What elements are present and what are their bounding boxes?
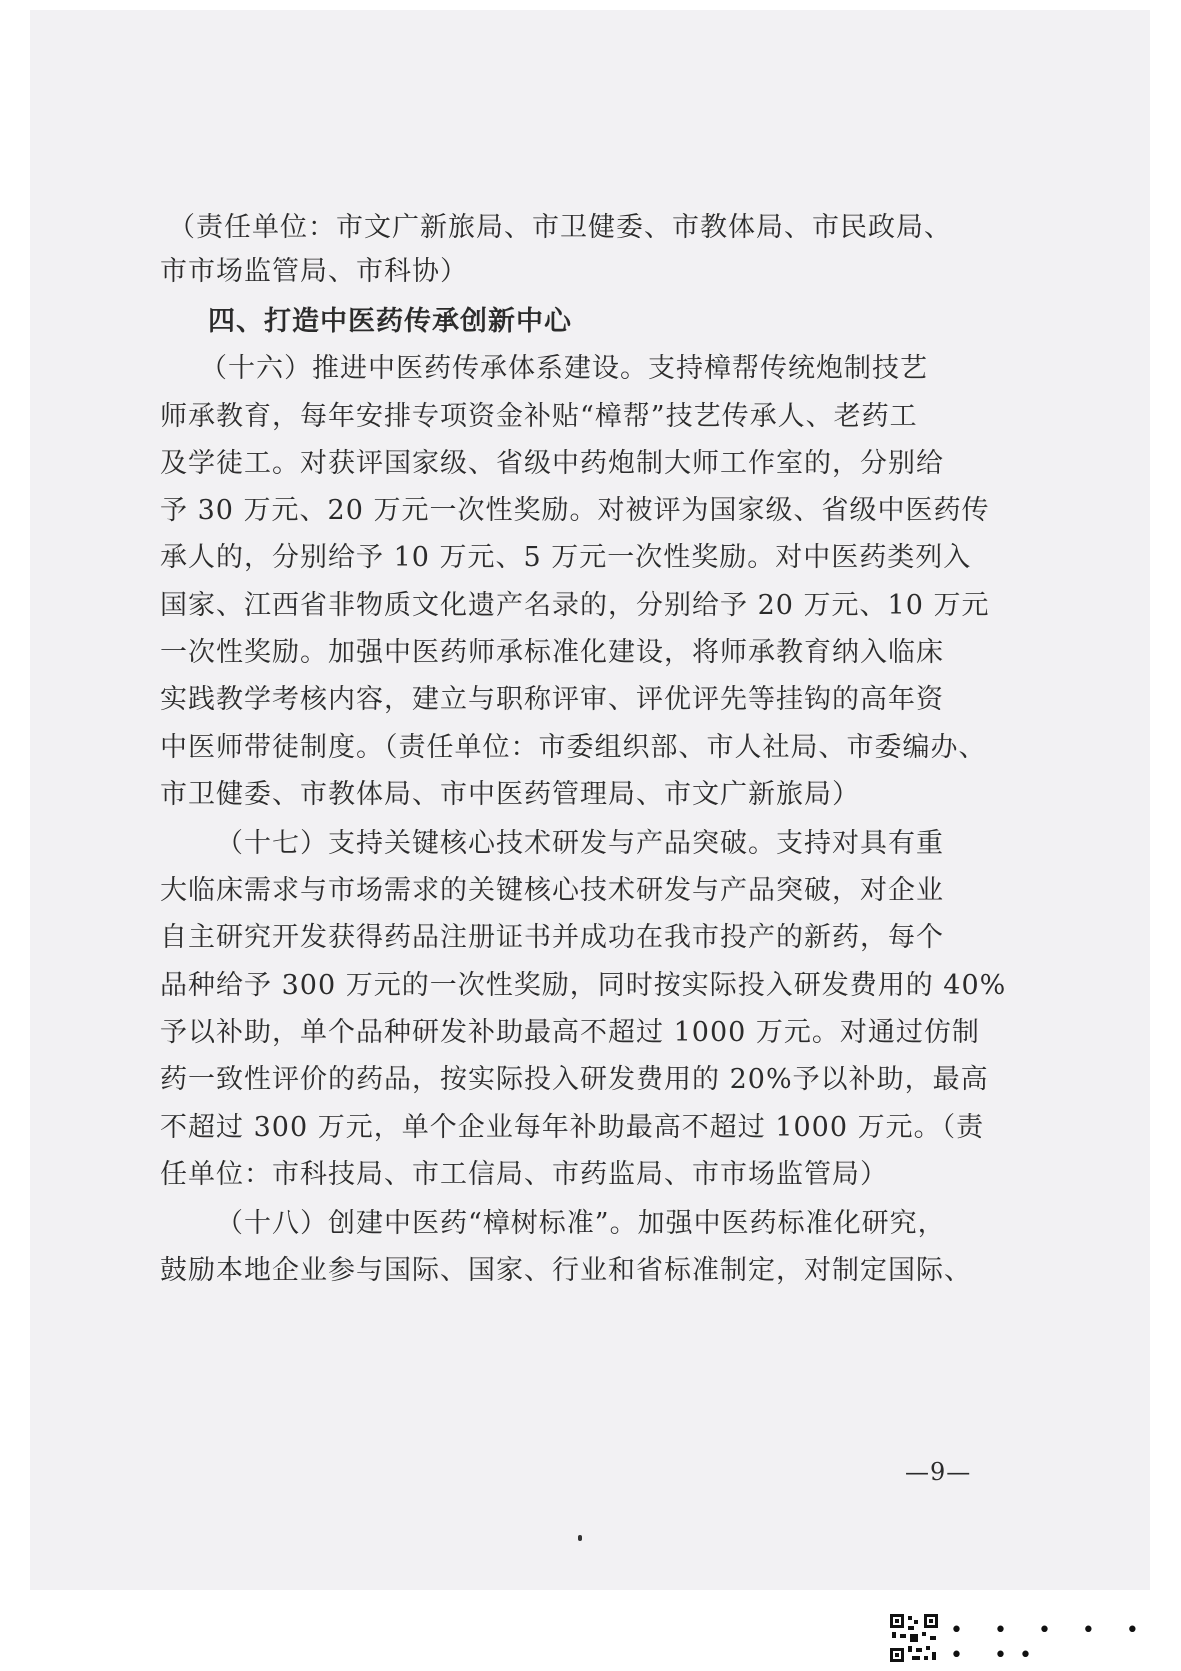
text-line: 承人的，分别给予 10 万元、5 万元一次性奖励。对中医药类列入 (160, 542, 972, 573)
text-line: 师承教育，每年安排专项资金补贴“樟帮”技艺传承人、老药工 (160, 401, 918, 432)
text-line: 自主研究开发获得药品注册证书并成功在我市投产的新药，每个 (160, 922, 944, 953)
text-line: 予 30 万元、20 万元一次性奖励。对被评为国家级、省级中医药传 (160, 495, 990, 526)
text-line: 药一致性评价的药品，按实际投入研发费用的 20%予以补助，最高 (160, 1064, 989, 1095)
text-line: 大临床需求与市场需求的关键核心技术研发与产品突破，对企业 (160, 875, 944, 906)
text-line: 予以补助，单个品种研发补助最高不超过 1000 万元。对通过仿制 (160, 1017, 980, 1048)
text-line: 一次性奖励。加强中医药师承标准化建设，将师承教育纳入临床 (160, 637, 944, 668)
text-line: 中医师带徒制度。（责任单位：市委组织部、市人社局、市委编办、 (160, 732, 987, 763)
text-line: 市卫健委、市教体局、市中医药管理局、市文广新旅局） (160, 779, 860, 810)
text-line: （十六）推进中医药传承体系建设。支持樟帮传统炮制技艺 (200, 353, 928, 384)
scan-speck (578, 1535, 582, 1541)
text-line: （十八）创建中医药“樟树标准”。加强中医药标准化研究， (216, 1208, 946, 1239)
text-line: 任单位：市科技局、市工信局、市药监局、市市场监管局） (160, 1159, 888, 1190)
text-line: 国家、江西省非物质文化遗产名录的，分别给予 20 万元、10 万元 (160, 590, 990, 621)
section-heading: 四、打造中医药传承创新中心 (208, 306, 572, 337)
qr-code-icon (888, 1612, 940, 1664)
page-number: —9— (905, 1458, 972, 1486)
text-line: 实践教学考核内容，建立与职称评审、评优评先等挂钩的高年资 (160, 684, 944, 715)
text-line: 不超过 300 万元，单个企业每年补助最高不超过 1000 万元。（责 (160, 1112, 985, 1143)
text-line: （十七）支持关键核心技术研发与产品突破。支持对具有重 (216, 828, 944, 859)
text-line: 鼓励本地企业参与国际、国家、行业和省标准制定，对制定国际、 (160, 1255, 972, 1286)
text-line: 及学徒工。对获评国家级、省级中药炮制大师工作室的，分别给 (160, 448, 944, 479)
text-line: 品种给予 300 万元的一次性奖励，同时按实际投入研发费用的 40% (160, 970, 1007, 1001)
qr-code-graphic (888, 1612, 940, 1664)
footer-dots: • • • • • • •• (950, 1618, 1151, 1668)
text-line: 市市场监管局、市科协） (160, 256, 468, 287)
text-line: （责任单位：市文广新旅局、市卫健委、市教体局、市民政局、 (168, 212, 952, 243)
